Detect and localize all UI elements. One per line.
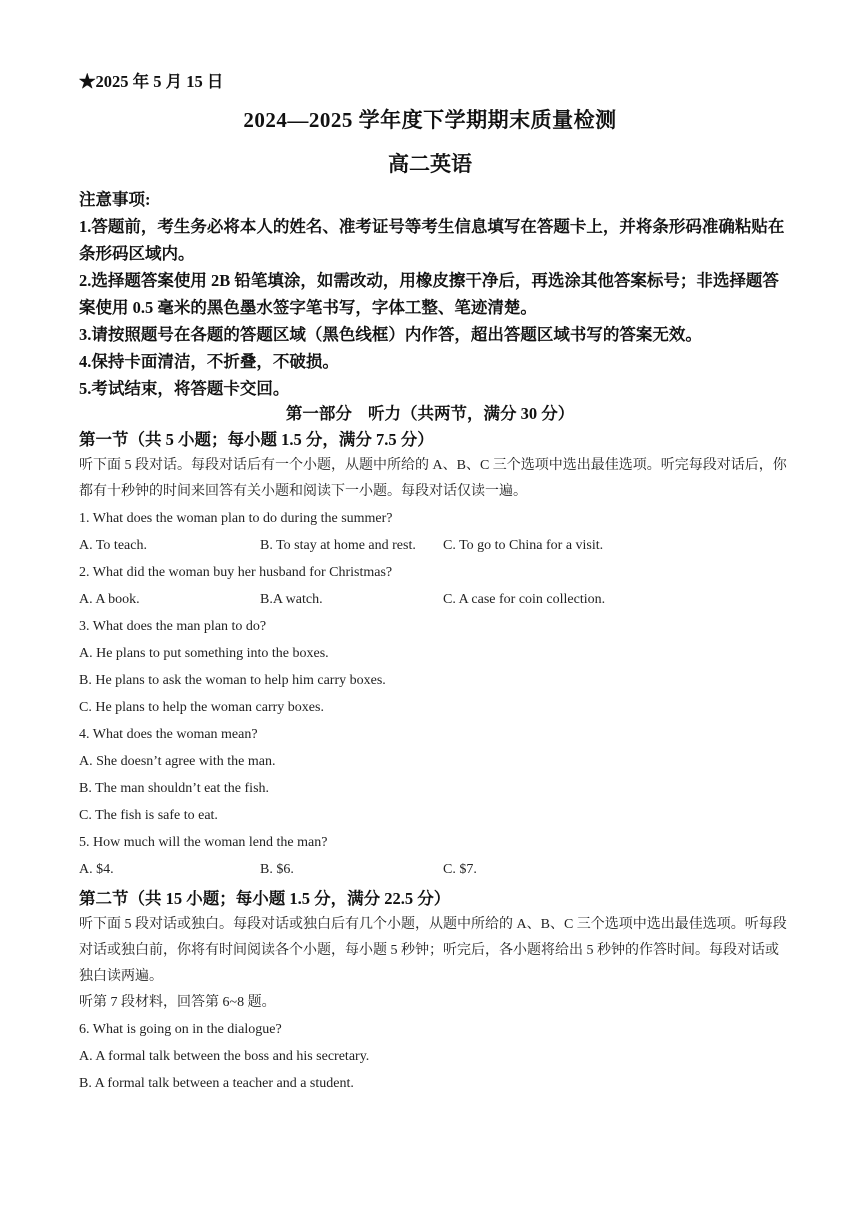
part1-heading xyxy=(0,400,860,424)
note-item: 5.考试结束，将答题卡交回。 xyxy=(79,379,290,398)
option-a: A. A formal talk between the boss and his secretary. xyxy=(79,1049,370,1064)
part1-label: 第一部分 xyxy=(285,404,352,423)
option-c: C. $7. xyxy=(443,862,477,877)
question-2: 2. What did the woman buy her husband for Christmas? xyxy=(79,565,393,580)
note-item: 1.答题前，考生务必将本人的姓名、准考证号等考生信息填写在答题卡上，并将条形码准确粘贴在条形码区域内。 xyxy=(79,217,785,263)
section1-heading: 第一节（共 5 小题；每小题 1.5 分，满分 7.5 分） xyxy=(79,430,434,449)
option-a: A. A book. xyxy=(79,592,140,607)
option-b: B.A watch. xyxy=(260,592,323,607)
listening-section-1 xyxy=(79,426,787,883)
option-c: C. He plans to help the woman carry boxes. xyxy=(79,700,324,715)
option-b: B. He plans to ask the woman to help him carry boxes. xyxy=(79,673,386,688)
subject-title: 高二英语 xyxy=(388,152,472,176)
option-a: A. He plans to put something into the boxes. xyxy=(79,646,329,661)
question-3: 3. What does the man plan to do? xyxy=(79,619,267,634)
listening-section-2 xyxy=(79,885,787,1097)
material-note: 听第 7 段材料，回答第 6~8 题。 xyxy=(79,995,276,1010)
option-c: C. A case for coin collection. xyxy=(443,592,606,607)
question-2-options xyxy=(79,586,787,613)
section1-instructions: 听下面 5 段对话。每段对话后有一个小题，从题中所给的 A、B、C 三个选项中选出最佳选项。听完每段对话后，你都有十秒钟的时间来回答有关小题和阅读下一小题。每段对话仅读一遍。 xyxy=(79,458,787,499)
section2-instructions: 听下面 5 段对话或独白。每段对话或独白后有几个小题，从题中所给的 A、B、C 三个选项中选出最佳选项。听每段对话或独白前，你将有时间阅读各个小题，每小题 5 秒钟；听完后，各小题将给出 5 秒钟的作答时间。每段对话或独白读两遍。 xyxy=(79,917,787,984)
question-6: 6. What is going on in the dialogue? xyxy=(79,1022,282,1037)
option-b: B. $6. xyxy=(260,862,294,877)
question-1: 1. What does the woman plan to do during the summer? xyxy=(79,511,393,526)
notes-section xyxy=(79,186,787,402)
note-item: 2.选择题答案使用 2B 铅笔填涂，如需改动，用橡皮擦干净后，再选涂其他答案标号；非选择题答案使用 0.5 毫米的黑色墨水签字笔书写，字体工整、笔迹清楚。 xyxy=(79,271,779,317)
page-title: 2024—2025 学年度下学期期末质量检测 xyxy=(243,108,617,132)
option-a: A. She doesn’t agree with the man. xyxy=(79,754,276,769)
section2-heading: 第二节（共 15 小题；每小题 1.5 分，满分 22.5 分） xyxy=(79,889,451,908)
note-item: 3.请按照题号在各题的答题区域（黑色线框）内作答，超出答题区域书写的答案无效。 xyxy=(79,325,702,344)
part1-title: 听力（共两节，满分 30 分） xyxy=(367,404,575,423)
option-b: B. A formal talk between a teacher and a student. xyxy=(79,1076,354,1091)
option-b: B. To stay at home and rest. xyxy=(260,538,416,553)
option-c: C. To go to China for a visit. xyxy=(443,538,604,553)
notes-heading: 注意事项: xyxy=(79,190,151,209)
option-a: A. To teach. xyxy=(79,538,147,553)
option-c: C. The fish is safe to eat. xyxy=(79,808,218,823)
exam-date: ★2025 年 5 月 15 日 xyxy=(79,72,224,91)
option-a: A. $4. xyxy=(79,862,114,877)
option-b: B. The man shouldn’t eat the fish. xyxy=(79,781,270,796)
question-1-options xyxy=(79,532,787,559)
question-5-options xyxy=(79,856,787,883)
question-4: 4. What does the woman mean? xyxy=(79,727,258,742)
note-item: 4.保持卡面清洁，不折叠，不破损。 xyxy=(79,352,339,371)
question-5: 5. How much will the woman lend the man? xyxy=(79,835,328,850)
